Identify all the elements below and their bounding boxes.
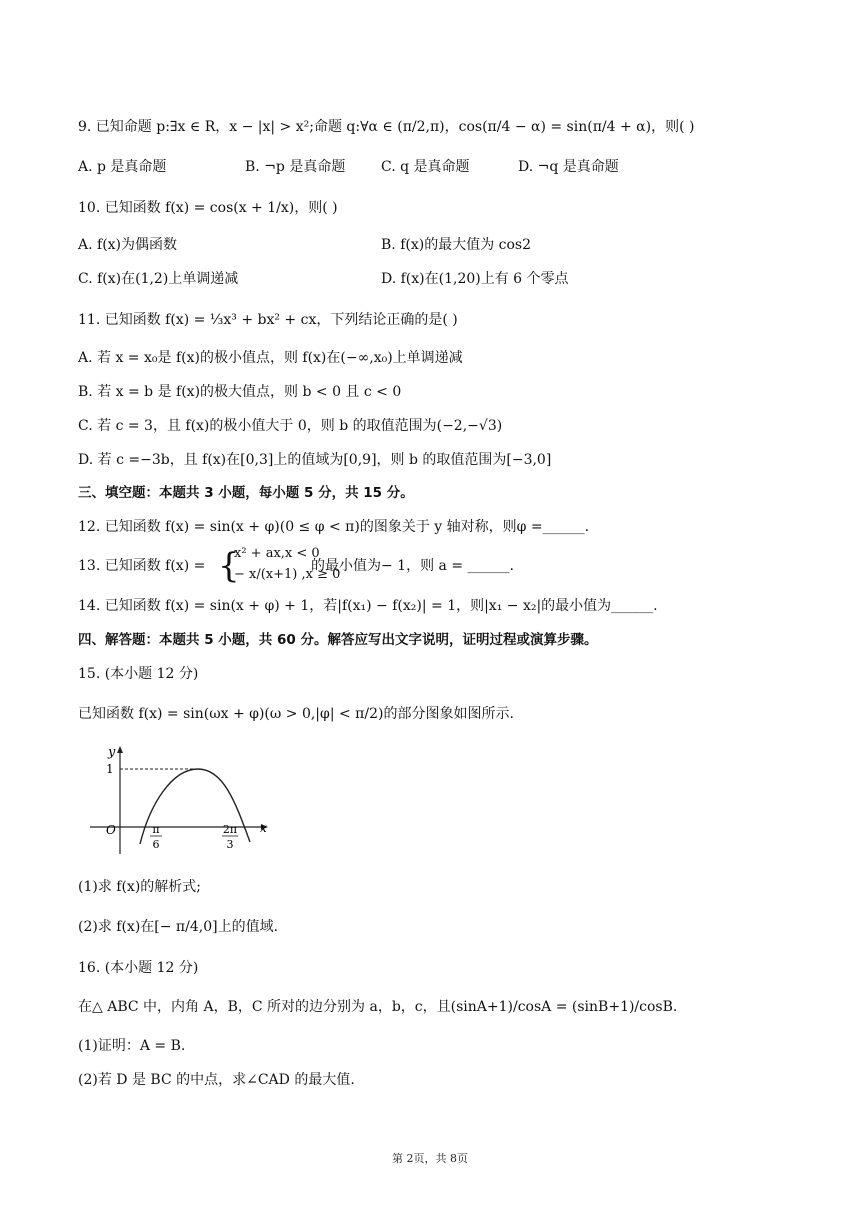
question-15-part-1: (1)求 f(x)的解析式; xyxy=(78,879,201,895)
q13-case-2: − x/(x+1) ,x ≥ 0 xyxy=(234,567,341,582)
question-16-stem: 在△ ABC 中，内角 A，B，C 所对的边分别为 a，b，c，且(sinA+1)/cosA = (sinB+1)/cosB. xyxy=(78,999,678,1015)
tick-2pi3-numerator: 2π xyxy=(222,823,238,836)
question-9-stem: 9. 已知命题 p:∃x ∈ R，x − |x| > x²;命题 q:∀α ∈ (π/2,π)，cos(π/4 − α) = sin(π/4 + α)，则( ) xyxy=(78,119,695,135)
q11-option-d: D. 若 c =−3b，且 f(x)在[0,3]上的值域为[0,9]，则 b 的取值范围为[−3,0] xyxy=(78,452,552,468)
q11-option-b: B. 若 x = b 是 f(x)的极大值点，则 b < 0 且 c < 0 xyxy=(78,384,402,400)
question-13-suffix: 的最小值为− 1，则 a = ______. xyxy=(311,558,514,574)
y-label: y xyxy=(108,745,116,760)
q13-case-1: x² + ax,x < 0 xyxy=(234,546,320,561)
question-16-part-2: (2)若 D 是 BC 的中点，求∠CAD 的最大值. xyxy=(78,1072,355,1088)
q9-option-b: B. ¬p 是真命题 xyxy=(245,159,346,175)
section-3-heading: 三、填空题：本题共 3 小题，每小题 5 分，共 15 分。 xyxy=(78,485,414,501)
q9-option-a: A. p 是真命题 xyxy=(78,159,167,175)
q9-option-c: C. q 是真命题 xyxy=(381,159,470,175)
q10-option-d: D. f(x)在(1,20)上有 6 个零点 xyxy=(381,271,569,287)
question-15-part-2: (2)求 f(x)在[− π/4,0]上的值域. xyxy=(78,919,279,935)
sine-graph-figure xyxy=(88,742,278,857)
section-4-heading: 四、解答题：本题共 5 小题，共 60 分。解答应写出文字说明，证明过程或演算步骤。 xyxy=(78,632,598,648)
q10-option-a: A. f(x)为偶函数 xyxy=(78,237,178,253)
question-11-stem: 11. 已知函数 f(x) = ⅓x³ + bx² + cx，下列结论正确的是( ) xyxy=(78,312,458,328)
q11-option-c: C. 若 c = 3，且 f(x)的极小值大于 0，则 b 的取值范围为(−2,−√3) xyxy=(78,418,503,434)
tick-pi6-denominator: 6 xyxy=(152,838,160,851)
piecewise-brace: { xyxy=(218,546,240,586)
q10-option-b: B. f(x)的最大值为 cos2 xyxy=(381,237,532,253)
question-15-header: 15. (本小题 12 分) xyxy=(78,666,199,682)
question-10-stem: 10. 已知函数 f(x) = cos(x + 1/x)，则( ) xyxy=(78,200,338,216)
x-label: x xyxy=(260,821,267,835)
question-13-prefix: 13. 已知函数 f(x) = xyxy=(78,558,206,574)
origin-label: O xyxy=(106,823,116,837)
q11-option-a: A. 若 x = x₀是 f(x)的极小值点，则 f(x)在(−∞,x₀)上单调递减 xyxy=(78,350,463,366)
question-16-part-1: (1)证明：A = B. xyxy=(78,1038,186,1054)
y-axis-arrow xyxy=(117,746,123,753)
question-14: 14. 已知函数 f(x) = sin(x + φ) + 1，若|f(x₁) − f(x₂)| = 1，则|x₁ − x₂|的最小值为______. xyxy=(78,598,658,614)
q9-option-d: D. ¬q 是真命题 xyxy=(518,159,619,175)
tick-label-one: 1 xyxy=(106,762,114,776)
q10-option-c: C. f(x)在(1,2)上单调递减 xyxy=(78,271,239,287)
question-16-header: 16. (本小题 12 分) xyxy=(78,960,199,976)
question-12: 12. 已知函数 f(x) = sin(x + φ)(0 ≤ φ < π)的图象关于 y 轴对称，则φ =______. xyxy=(78,519,590,535)
page-footer: 第 2页，共 8页 xyxy=(392,1152,468,1165)
tick-pi6-numerator: π xyxy=(152,823,160,836)
question-15-stem: 已知函数 f(x) = sin(ωx + φ)(ω > 0,|φ| < π/2)的部分图象如图所示. xyxy=(78,706,514,722)
tick-2pi3-denominator: 3 xyxy=(226,838,234,851)
